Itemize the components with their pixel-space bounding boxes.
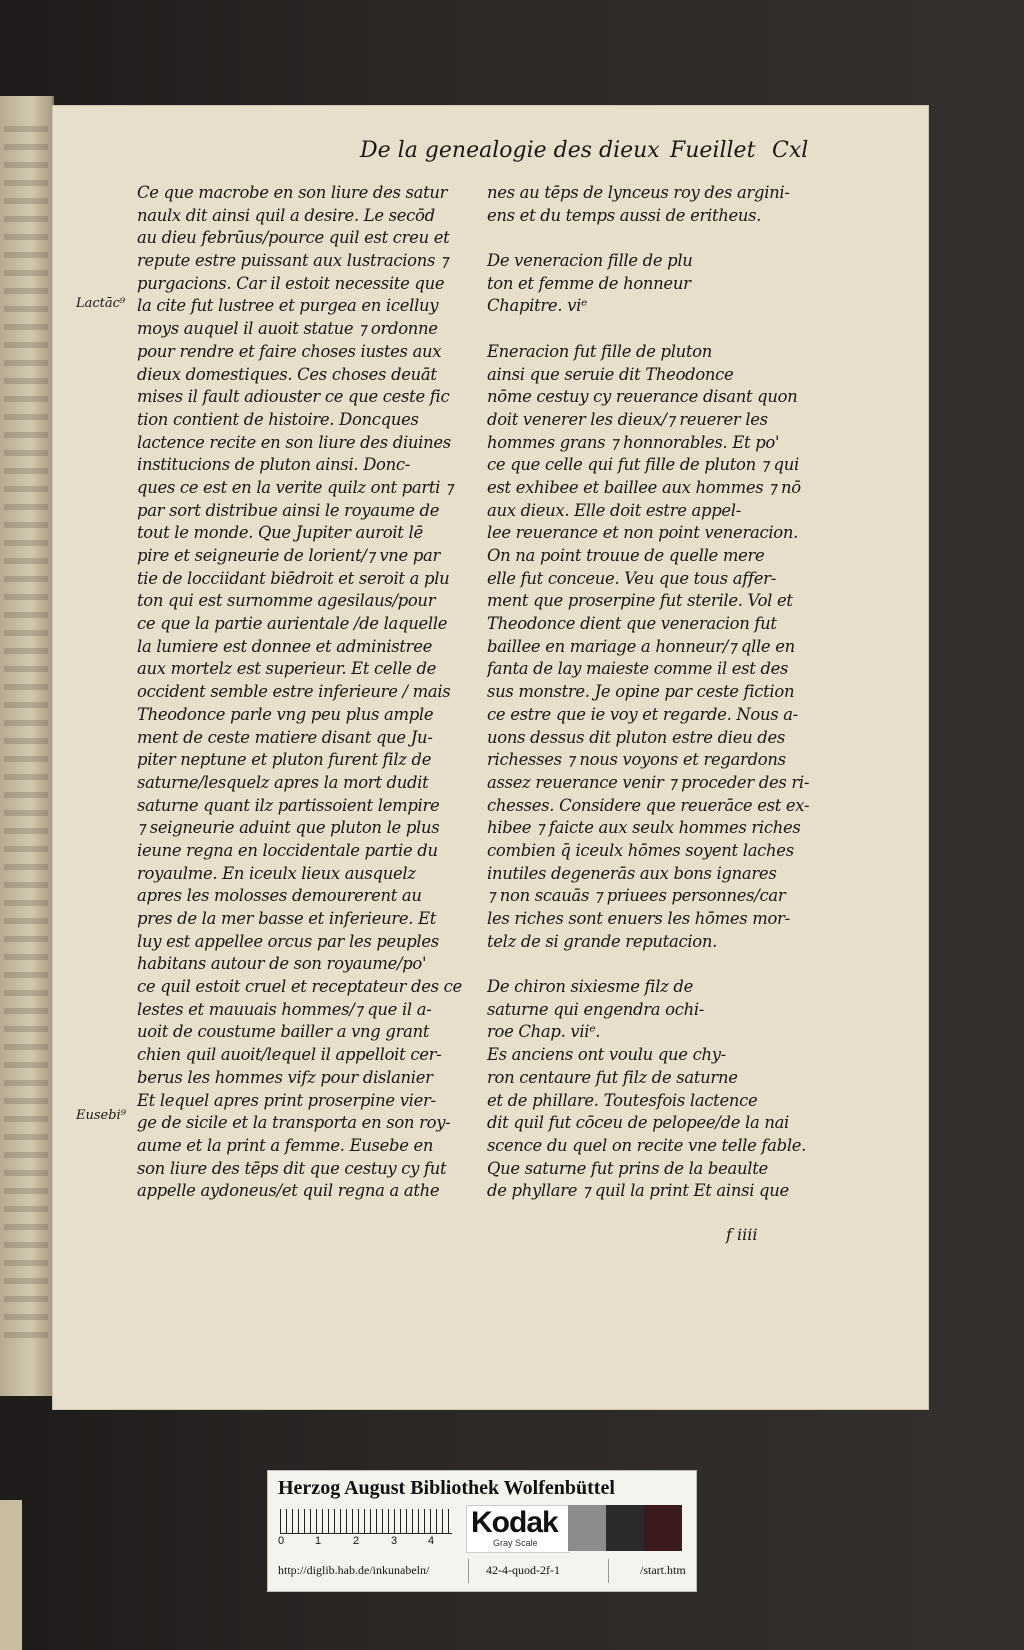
text-line: son liure des tēps dit que cestuy cy fut — [137, 1158, 447, 1178]
text-line: chien quil auoit/lequel il appelloit cer- — [137, 1045, 442, 1065]
text-line: au dieu febrūus/pource quil est creu et — [137, 228, 450, 248]
text-line: repute estre puissant aux lustracions ⁊ — [137, 251, 448, 271]
text-line: ge de sicile et la transporta en son roy- — [137, 1113, 451, 1133]
archive-target-card — [267, 1470, 697, 1592]
text-line: ens et du temps aussi de eritheus. — [487, 205, 762, 225]
text-line: On na point trouue de quelle mere — [487, 546, 765, 565]
text-line: hibee ⁊ faicte aux seulx hommes riches — [487, 818, 801, 838]
text-line: luy est appellee orcus par les peuples — [137, 931, 439, 951]
divider — [608, 1559, 609, 1583]
ruler-label: 3 — [391, 1535, 398, 1547]
folio-label: Fueillet — [670, 138, 756, 163]
text-line: saturne/lesquelz apres la mort dudit — [137, 772, 429, 792]
text-line: hommes grans ⁊ honnorables. Et po' — [487, 432, 780, 452]
text-line: lee reuerance et non point veneracion. — [487, 523, 799, 543]
text-line: doit venerer les dieux/⁊ reuerer les — [487, 409, 768, 429]
text-line: combien q̄ iceulx hōmes soyent laches — [487, 840, 794, 860]
text-line: de phyllare ⁊ quil la print Et ainsi que — [487, 1181, 789, 1201]
signature-mark: f iiii — [726, 1225, 758, 1244]
text-line: scence du quel on recite vne telle fable. — [487, 1135, 807, 1155]
text-line: dit quil fut cōceu de pelopee/de la nai — [487, 1113, 790, 1133]
text-line: pire et seigneurie de lorient/⁊ vne par — [137, 546, 441, 565]
text-line: ce quil estoit cruel et receptateur des ce — [137, 977, 462, 997]
library-name: Herzog August Bibliothek Wolfenbüttel — [278, 1477, 615, 1499]
ruler-label: 1 — [315, 1535, 322, 1547]
text-line: habitans autour de son royaume/po' — [137, 954, 427, 974]
text-line: De chiron sixiesme filz de — [487, 977, 693, 997]
text-line: tion contient de histoire. Doncques — [137, 409, 419, 429]
text-line: Eneracion fut fille de pluton — [487, 341, 713, 361]
page-header — [360, 138, 820, 172]
url-link[interactable]: http://diglib.hab.de/inkunabeln/ — [278, 1563, 430, 1577]
text-line: Ce que macrobe en son liure des satur — [137, 183, 448, 202]
text-line: purgacions. Car il estoit necessite que — [137, 273, 445, 293]
text-line: ainsi que seruie dit Theodonce — [487, 364, 734, 384]
text-line: piter neptune et pluton furent filz de — [137, 750, 432, 770]
text-line: ment que proserpine fut sterile. Vol et — [487, 591, 793, 611]
ruler-label: 4 — [428, 1535, 435, 1547]
text-line: la cite fut lustree et purgea en icelluy — [137, 296, 439, 316]
text-line: uons dessus dit pluton estre dieu des — [487, 727, 785, 747]
gray-swatch-dark — [606, 1505, 644, 1551]
running-title: De la genealogie des dieux — [360, 138, 660, 163]
text-line: appelle aydoneus/et quil regna a athe — [137, 1181, 440, 1201]
gray-swatch-mid — [568, 1505, 606, 1551]
margin-note-eusebe: Eusebi⁹ — [76, 1108, 126, 1123]
text-line: institucions de pluton ainsi. Donc- — [137, 455, 410, 475]
text-line: roe Chap. viiᵉ. — [487, 1022, 601, 1042]
text-line: tie de locciidant biēdroit et seroit a plu — [137, 568, 450, 588]
text-line: ment de ceste matiere disant que Ju- — [137, 727, 433, 747]
text-line: ron centaure fut filz de saturne — [487, 1067, 738, 1087]
right-text-column — [487, 182, 817, 1203]
text-line: ce que celle qui fut fille de pluton ⁊ qui — [487, 455, 799, 475]
text-line: ton et femme de honneur — [487, 273, 691, 293]
text-line: royaulme. En iceulx lieux ausquelz — [137, 863, 416, 883]
text-line: baillee en mariage a honneur/⁊ qlle en — [487, 636, 795, 656]
text-line: ⁊ seigneurie aduint que pluton le plus — [137, 818, 440, 838]
folio-number: Cxl — [772, 138, 809, 163]
facing-page-bleedthrough — [4, 126, 48, 1346]
text-line: est exhibee et baillee aux hommes ⁊ nō — [487, 477, 801, 497]
text-line: la lumiere est donnee et administree — [137, 636, 433, 656]
ruler-label: 2 — [353, 1535, 360, 1547]
text-line: nōme cestuy cy reuerance disant quon — [487, 387, 798, 407]
text-line: richesses ⁊ nous voyons et regardons — [487, 750, 786, 770]
text-line: dieux domestiques. Ces choses deuāt — [137, 364, 437, 384]
text-line: De veneracion fille de plu — [487, 251, 693, 271]
text-line: nes au tēps de lynceus roy des argini- — [487, 183, 790, 202]
kodak-brand: Kodak — [471, 1506, 558, 1539]
text-line: ques ce est en la verite quilz ont parti ⁊ — [137, 477, 453, 497]
text-line: et de phillare. Toutesfois lactence — [487, 1090, 758, 1110]
text-line: lactence recite en son liure des diuines — [137, 432, 451, 452]
text-line: Theodonce dient que veneracion fut — [487, 614, 777, 634]
url-id[interactable]: 42-4-quod-2f-1 — [486, 1563, 560, 1577]
text-line: Que saturne fut prins de la beaulte — [487, 1158, 768, 1178]
divider — [468, 1559, 469, 1583]
text-line: pres de la mer basse et inferieure. Et — [137, 909, 437, 928]
text-line: aux dieux. Elle doit estre appel- — [487, 500, 741, 520]
text-line: saturne quant ilz partissoient lempire — [137, 795, 440, 815]
left-text-column — [137, 182, 467, 1203]
url-start[interactable]: /start.htm — [640, 1563, 686, 1577]
text-line: inutiles degenerās aux bons ignares — [487, 863, 777, 883]
text-line: Es anciens ont voulu que chy- — [487, 1045, 726, 1065]
text-line — [487, 318, 817, 341]
text-line: par sort distribue ainsi le royaume de — [137, 500, 440, 520]
scale-ruler — [280, 1509, 452, 1534]
text-line: naulx dit ainsi quil a desire. Le secōd — [137, 205, 435, 225]
text-line: ton qui est surnomme agesilaus/pour — [137, 591, 436, 611]
text-line: lestes et mauuais hommes/⁊ que il a- — [137, 999, 432, 1019]
text-line: uoit de coustume bailler a vng grant — [137, 1022, 430, 1042]
facing-page-lower-edge — [0, 1500, 22, 1650]
text-line: pour rendre et faire choses iustes aux — [137, 341, 442, 361]
margin-note-lactance: Lactāc⁹ — [76, 296, 126, 311]
text-line: elle fut conceue. Veu que tous affer- — [487, 568, 776, 588]
text-line: fanta de lay maieste comme il est des — [487, 659, 789, 679]
kodak-logo — [466, 1505, 570, 1553]
text-line: saturne qui engendra ochi- — [487, 999, 705, 1019]
text-line: les riches sont enuers les hōmes mor- — [487, 909, 790, 928]
text-line: mises il fault adiouster ce que ceste fic — [137, 387, 450, 407]
text-line: assez reuerance venir ⁊ proceder des ri- — [487, 772, 810, 792]
ruler-labels — [278, 1535, 458, 1549]
text-line: ce que la partie aurientale /de laquelle — [137, 614, 448, 634]
text-line: Theodonce parle vng peu plus ample — [137, 704, 434, 724]
text-line: chesses. Considere que reuerāce est ex- — [487, 795, 810, 815]
text-line: telz de si grande reputacion. — [487, 931, 717, 951]
text-line: occident semble estre inferieure / mais — [137, 682, 451, 702]
text-line: ⁊ non scauās ⁊ priuees personnes/car — [487, 886, 786, 906]
text-line: sus monstre. Je opine par ceste fiction — [487, 682, 795, 702]
gray-scale-label: Gray Scale — [493, 1538, 538, 1548]
text-line: aux mortelz est superieur. Et celle de — [137, 659, 437, 679]
text-line: apres les molosses demourerent au — [137, 886, 422, 906]
text-line: moys auquel il auoit statue ⁊ ordonne — [137, 319, 438, 339]
text-line: Chapitre. viᵉ — [487, 296, 588, 316]
text-line: berus les hommes vifz pour dislanier — [137, 1067, 433, 1087]
text-line: aume et la print a femme. Eusebe en — [137, 1135, 434, 1155]
text-line: Et lequel apres print proserpine vier- — [137, 1090, 436, 1110]
text-line — [487, 953, 817, 976]
facing-page-edge — [0, 96, 54, 1396]
text-line: ieune regna en loccidentale partie du — [137, 840, 438, 860]
text-line: ce estre que ie voy et regarde. Nous a- — [487, 704, 798, 724]
text-line — [487, 227, 817, 250]
gray-swatch-black — [644, 1505, 682, 1551]
ruler-label: 0 — [278, 1535, 285, 1547]
text-line: tout le monde. Que Jupiter auroit lē — [137, 523, 423, 543]
